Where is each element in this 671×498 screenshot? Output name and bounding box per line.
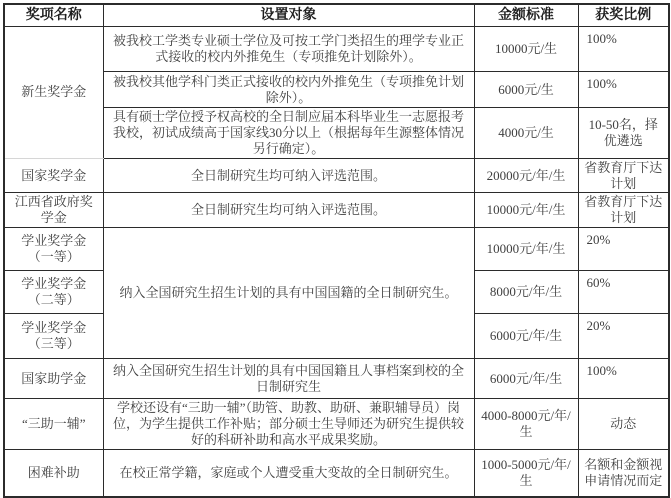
target-cell: 学校还设有“三助一辅”（助管、助教、助研、兼职辅导员）岗位，为学生提供工作补贴；部分硕士生导师还为研究生提供较好的科研补助和高水平成果奖励。: [103, 399, 474, 450]
amount-cell: 4000-8000元/年/生: [474, 399, 578, 450]
ratio-cell: 100%: [578, 72, 669, 108]
award-name-cell: 国家助学金: [4, 359, 103, 399]
ratio-cell: 20%: [578, 228, 669, 271]
target-cell: 纳入全国研究生招生计划的具有中国国籍且人事档案到校的全日制研究生: [103, 359, 474, 399]
scholarship-table-sheet: [3, 3, 670, 498]
ratio-cell: 100%: [578, 27, 669, 72]
target-cell: 被我校其他学科门类正式接收的校内外推免生（专项推免计划除外）。: [103, 72, 474, 108]
table-row: [4, 108, 669, 159]
ratio-cell: 动态: [578, 399, 669, 450]
ratio-cell: 20%: [578, 314, 669, 359]
table-row: [4, 399, 669, 450]
ratio-cell: 10-50名，择优遴选: [578, 108, 669, 159]
amount-cell: 10000元/生: [474, 27, 578, 72]
award-name-cell: 江西省政府奖学金: [4, 193, 103, 228]
col-header-award-name: 奖项名称: [4, 4, 103, 27]
table-row: [4, 359, 669, 399]
amount-cell: 4000元/生: [474, 108, 578, 159]
award-name-cell: 学业奖学金（三等）: [4, 314, 103, 359]
award-name-cell: 学业奖学金（二等）: [4, 271, 103, 314]
header-row: [4, 4, 669, 27]
amount-cell: 6000元/年/生: [474, 359, 578, 399]
award-name-cell: 国家奖学金: [4, 158, 103, 193]
col-header-ratio: 获奖比例: [578, 4, 669, 27]
amount-cell: 8000元/年/生: [474, 271, 578, 314]
table-row: [4, 72, 669, 108]
col-header-amount: 金额标准: [474, 4, 578, 27]
target-cell: 全日制研究生均可纳入评选范围。: [103, 158, 474, 193]
amount-cell: 6000元/生: [474, 72, 578, 108]
ratio-cell: 省教育厅下达计划: [578, 193, 669, 228]
scholarship-table: [3, 3, 670, 498]
table-row: [4, 27, 669, 72]
table-row: [4, 449, 669, 497]
target-cell: 具有硕士学位授予权高校的全日制应届本科毕业生一志愿报考我校，初试成绩高于国家线30分以上（根据每年生源整体情况另行确定）。: [103, 108, 474, 159]
target-cell: 全日制研究生均可纳入评选范围。: [103, 193, 474, 228]
amount-cell: 10000元/年/生: [474, 193, 578, 228]
amount-cell: 20000元/年/生: [474, 158, 578, 193]
amount-cell: 10000元/年/生: [474, 228, 578, 271]
amount-cell: 1000-5000元/年/生: [474, 449, 578, 497]
table-row: [4, 158, 669, 193]
award-name-cell: 学业奖学金（一等）: [4, 228, 103, 271]
col-header-target: 设置对象: [103, 4, 474, 27]
award-name-cell: “三助一辅”: [4, 399, 103, 450]
table-row: [4, 228, 669, 271]
target-cell: 被我校工学类专业硕士学位及可按工学门类招生的理学专业正式接收的校内外推免生（专项推免计划除外）。: [103, 27, 474, 72]
award-name-cell: 新生奖学金: [4, 27, 103, 159]
ratio-cell: 60%: [578, 271, 669, 314]
amount-cell: 6000元/年/生: [474, 314, 578, 359]
ratio-cell: 100%: [578, 359, 669, 399]
ratio-cell: 名额和金额视申请情况而定: [578, 449, 669, 497]
target-cell: 纳入全国研究生招生计划的具有中国国籍的全日制研究生。: [103, 228, 474, 359]
table-row: [4, 193, 669, 228]
ratio-cell: 省教育厅下达计划: [578, 158, 669, 193]
award-name-cell: 困难补助: [4, 449, 103, 497]
target-cell: 在校正常学籍，家庭或个人遭受重大变故的全日制研究生。: [103, 449, 474, 497]
